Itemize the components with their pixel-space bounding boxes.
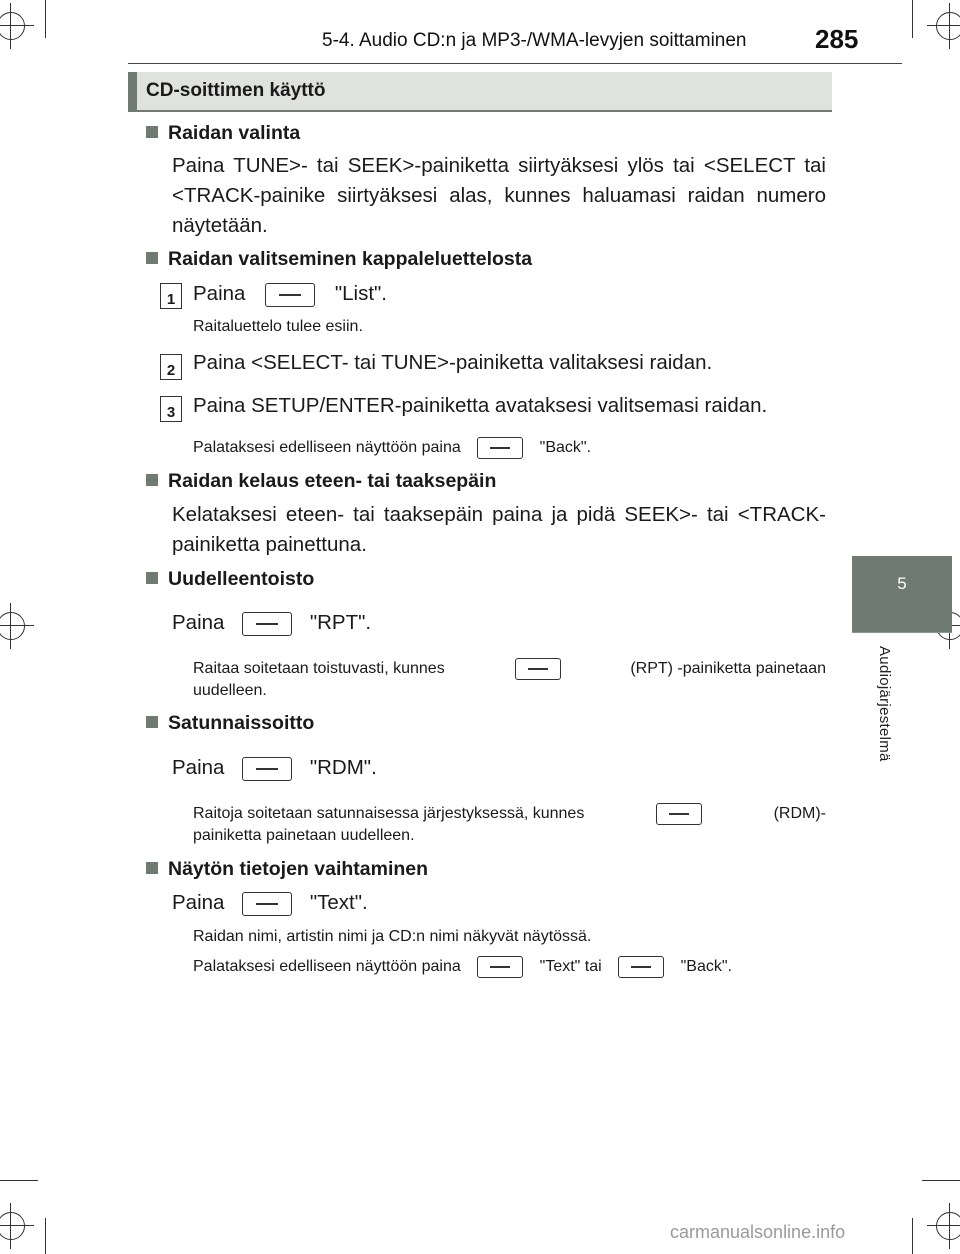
- track-select-text: Paina TUNE>- tai SEEK>-painiketta siirtyäksesi ylös tai <SELECT tai <TRACK-painike siirtyäksesi alas, kunnes haluamasi raidan numero näytetään.: [172, 154, 826, 237]
- step-1-text: Paina "List".: [193, 282, 387, 305]
- screen-button-icon: [242, 612, 292, 636]
- section-rule: [128, 110, 832, 112]
- random-note: Raitoja soitetaan satunnaisessa järjestyksessä, kunnes (RDM)- painiketta painetaan uudelleen.: [193, 805, 826, 844]
- heading-random: Satunnaissoitto: [146, 712, 314, 735]
- bullet-square-icon: [146, 474, 158, 486]
- crop-line: [45, 0, 46, 38]
- watermark: carmanualsonline.info: [670, 1222, 846, 1242]
- step-1-number: 1: [160, 283, 182, 309]
- repeat-instruction: Paina "RPT".: [172, 611, 372, 634]
- screen-button-icon: [618, 956, 664, 978]
- step-3-number: 3: [160, 396, 182, 422]
- chapter-tab-rule: [852, 632, 952, 633]
- display-instruction: Paina "Text".: [172, 891, 368, 914]
- screen-button-icon: [477, 437, 523, 459]
- random-instruction: Paina "RDM".: [172, 756, 377, 779]
- step-2-number: 2: [160, 354, 182, 380]
- crop-mark-bottom-right: [936, 1212, 960, 1240]
- screen-button-icon: [656, 803, 702, 825]
- crop-mark-top-right: [936, 12, 960, 40]
- crop-line: [912, 0, 913, 38]
- bullet-square-icon: [146, 862, 158, 874]
- step-1-note: Raitaluettelo tulee esiin.: [193, 318, 363, 335]
- crop-mark-top-left: [0, 12, 25, 40]
- header-title: 5-4. Audio CD:n ja MP3-/WMA-levyjen soittaminen: [322, 30, 747, 51]
- crop-line: [912, 1218, 913, 1254]
- crop-mark-bottom-left: [0, 1212, 25, 1240]
- chapter-label: Audiojärjestelmä: [876, 646, 893, 762]
- section-title: CD-soittimen käyttö: [146, 80, 326, 101]
- bullet-square-icon: [146, 252, 158, 264]
- heading-fast-forward: Raidan kelaus eteen- tai taaksepäin: [146, 470, 496, 493]
- repeat-note: Raitaa soitetaan toistuvasti, kunnes (RPT) -painiketta painetaan uudelleen.: [193, 660, 826, 699]
- heading-track-select: Raidan valinta: [146, 122, 300, 145]
- heading-track-list: Raidan valitseminen kappaleluettelosta: [146, 248, 532, 271]
- step-2-text: Paina <SELECT- tai TUNE>-painiketta valitaksesi raidan.: [193, 351, 713, 374]
- header-rule: [128, 63, 832, 64]
- screen-button-icon: [515, 658, 561, 680]
- page-number: 285: [815, 24, 859, 54]
- crop-line: [922, 1180, 960, 1181]
- screen-button-icon: [265, 283, 315, 307]
- step-3-text: Paina SETUP/ENTER-painiketta avataksesi valitsemasi raidan.: [193, 394, 768, 417]
- chapter-number: 5: [897, 574, 907, 593]
- bullet-square-icon: [146, 126, 158, 138]
- screen-button-icon: [242, 892, 292, 916]
- track-list-note: Palataksesi edelliseen näyttöön paina "Back".: [193, 437, 591, 459]
- display-note-1: Raidan nimi, artistin nimi ja CD:n nimi näkyvät näytössä.: [193, 928, 592, 945]
- crop-line: [0, 1180, 38, 1181]
- crop-mark-mid-left: [0, 612, 25, 640]
- heading-display: Näytön tietojen vaihtaminen: [146, 858, 428, 881]
- crop-line: [45, 1218, 46, 1254]
- heading-repeat: Uudelleentoisto: [146, 568, 314, 591]
- bullet-square-icon: [146, 572, 158, 584]
- screen-button-icon: [242, 757, 292, 781]
- header-rule: [832, 63, 902, 64]
- bullet-square-icon: [146, 716, 158, 728]
- screen-button-icon: [477, 956, 523, 978]
- chapter-tab: [852, 556, 952, 632]
- fast-forward-text: Kelataksesi eteen- tai taaksepäin paina ja pidä SEEK>- tai <TRACK-painiketta painettuna.: [172, 503, 826, 556]
- display-note-2: Palataksesi edelliseen näyttöön paina "Text" tai "Back".: [193, 956, 732, 978]
